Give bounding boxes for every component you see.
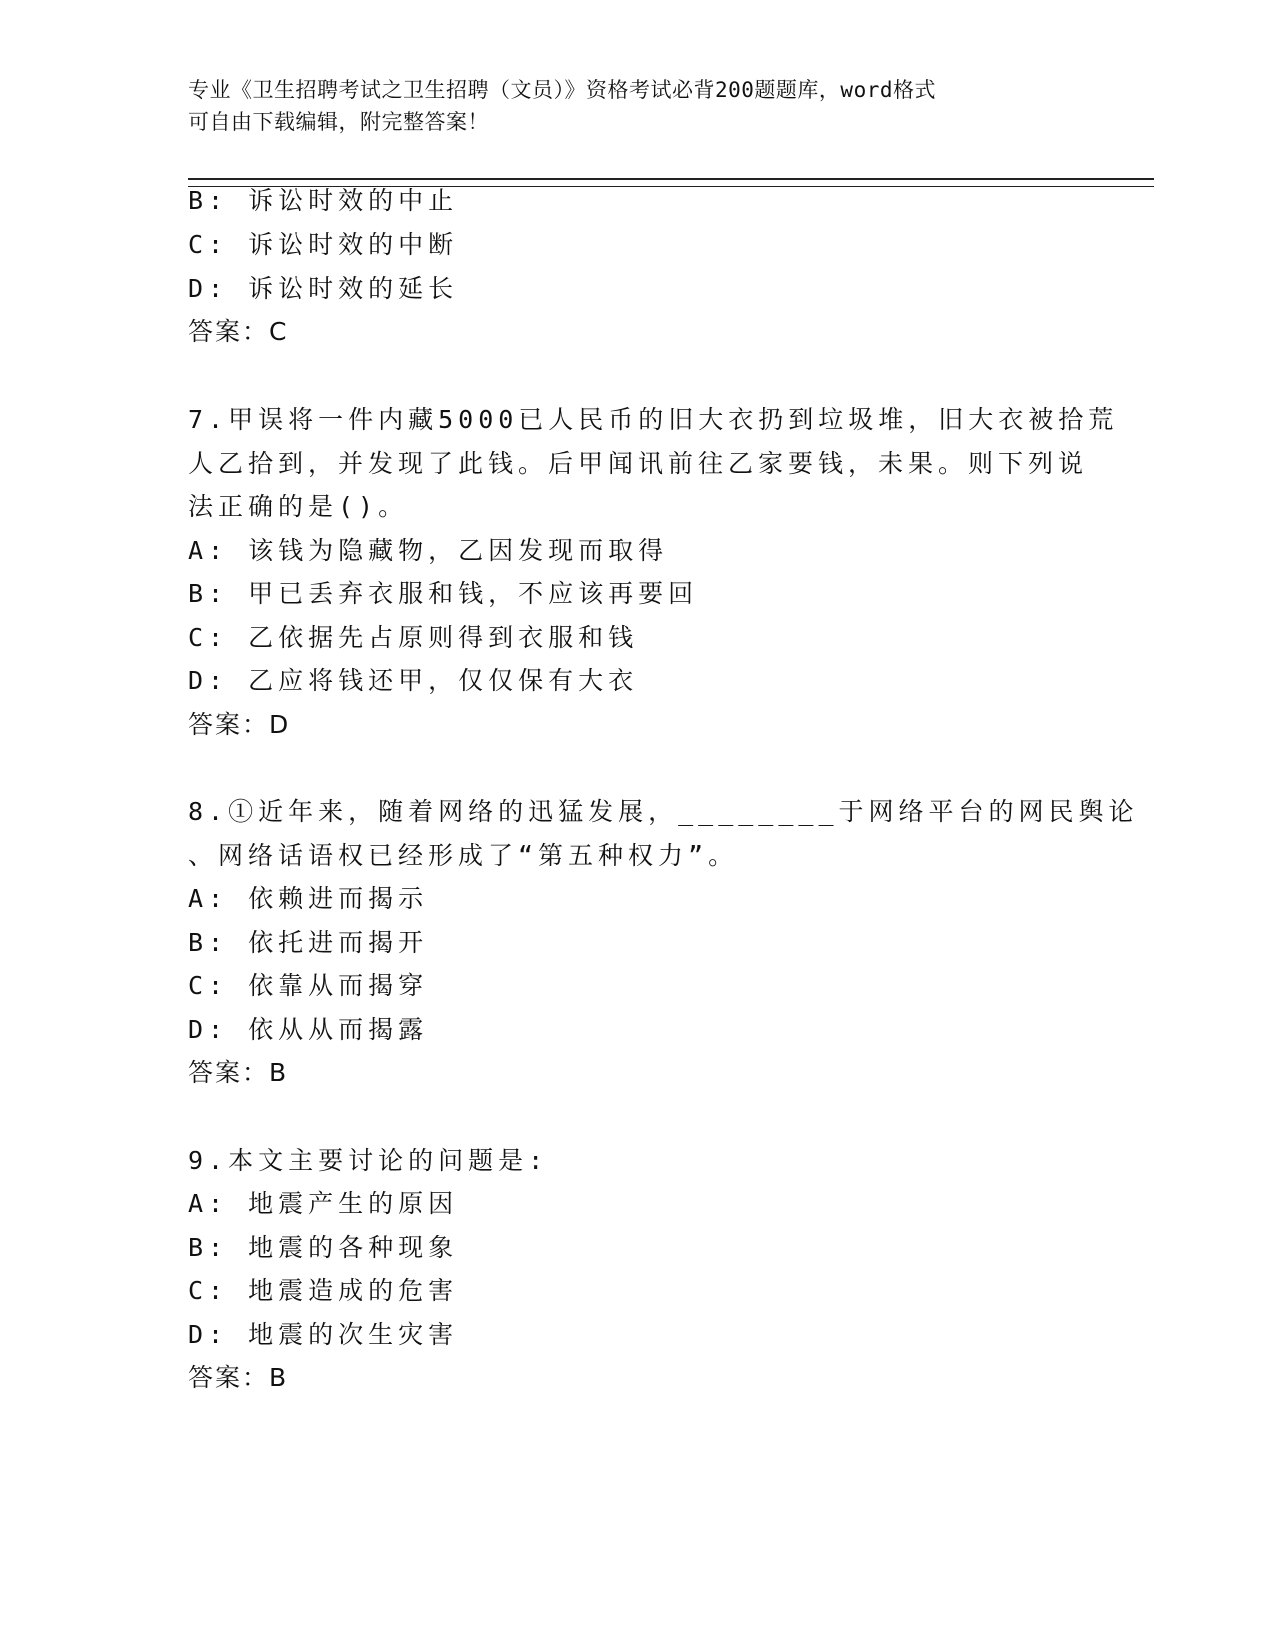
q8-stem-line-2: 、网络话语权已经形成了“第五种权力”。 [188,841,739,870]
q9-stem-line-1: 9.本文主要讨论的问题是: [188,1146,549,1175]
q7-answer: 答案：D [188,710,291,739]
q8-answer: 答案：B [188,1058,289,1087]
header-title-line-2: 可自由下载编辑，附完整答案！ [188,110,489,134]
q7-stem-line-3: 法正确的是()。 [188,492,409,521]
q7-option-a: A: 该钱为隐藏物，乙因发现而取得 [188,536,669,565]
q7-option-c: C: 乙依据先占原则得到衣服和钱 [188,623,639,652]
q7-option-d: D: 乙应将钱还甲，仅仅保有大衣 [188,666,639,695]
q6-option-d: D: 诉讼时效的延长 [188,274,459,303]
q7-stem-line-2: 人乙拾到，并发现了此钱。后甲闻讯前往乙家要钱，未果。则下列说 [188,449,1089,478]
q9-option-d: D: 地震的次生灾害 [188,1320,459,1349]
q8-option-b: B: 依托进而揭开 [188,928,429,957]
q9-option-a: A: 地震产生的原因 [188,1189,459,1218]
q8-option-c: C: 依靠从而揭穿 [188,971,429,1000]
q7-stem-line-1: 7.甲误将一件内藏5000已人民币的旧大衣扔到垃圾堆，旧大衣被拾荒 [188,405,1119,434]
q8-stem-line-1: 8.①近年来，随着网络的迅猛发展，________于网络平台的网民舆论 [188,797,1139,826]
q9-answer: 答案：B [188,1363,289,1392]
header-title-line-1: 专业《卫生招聘考试之卫生招聘（文员）》资格考试必背200题题库，word格式 [188,78,936,102]
document-header [188,74,1068,138]
q6-option-c: C: 诉讼时效的中断 [188,230,459,259]
q7-option-b: B: 甲已丢弃衣服和钱，不应该再要回 [188,579,699,608]
q6-answer: 答案：C [188,317,289,346]
q6-option-b: B: 诉讼时效的中止 [188,186,459,215]
q8-option-a: A: 依赖进而揭示 [188,884,429,913]
q9-option-c: C: 地震造成的危害 [188,1276,459,1305]
q8-option-d: D: 依从从而揭露 [188,1015,429,1044]
q9-option-b: B: 地震的各种现象 [188,1233,459,1262]
